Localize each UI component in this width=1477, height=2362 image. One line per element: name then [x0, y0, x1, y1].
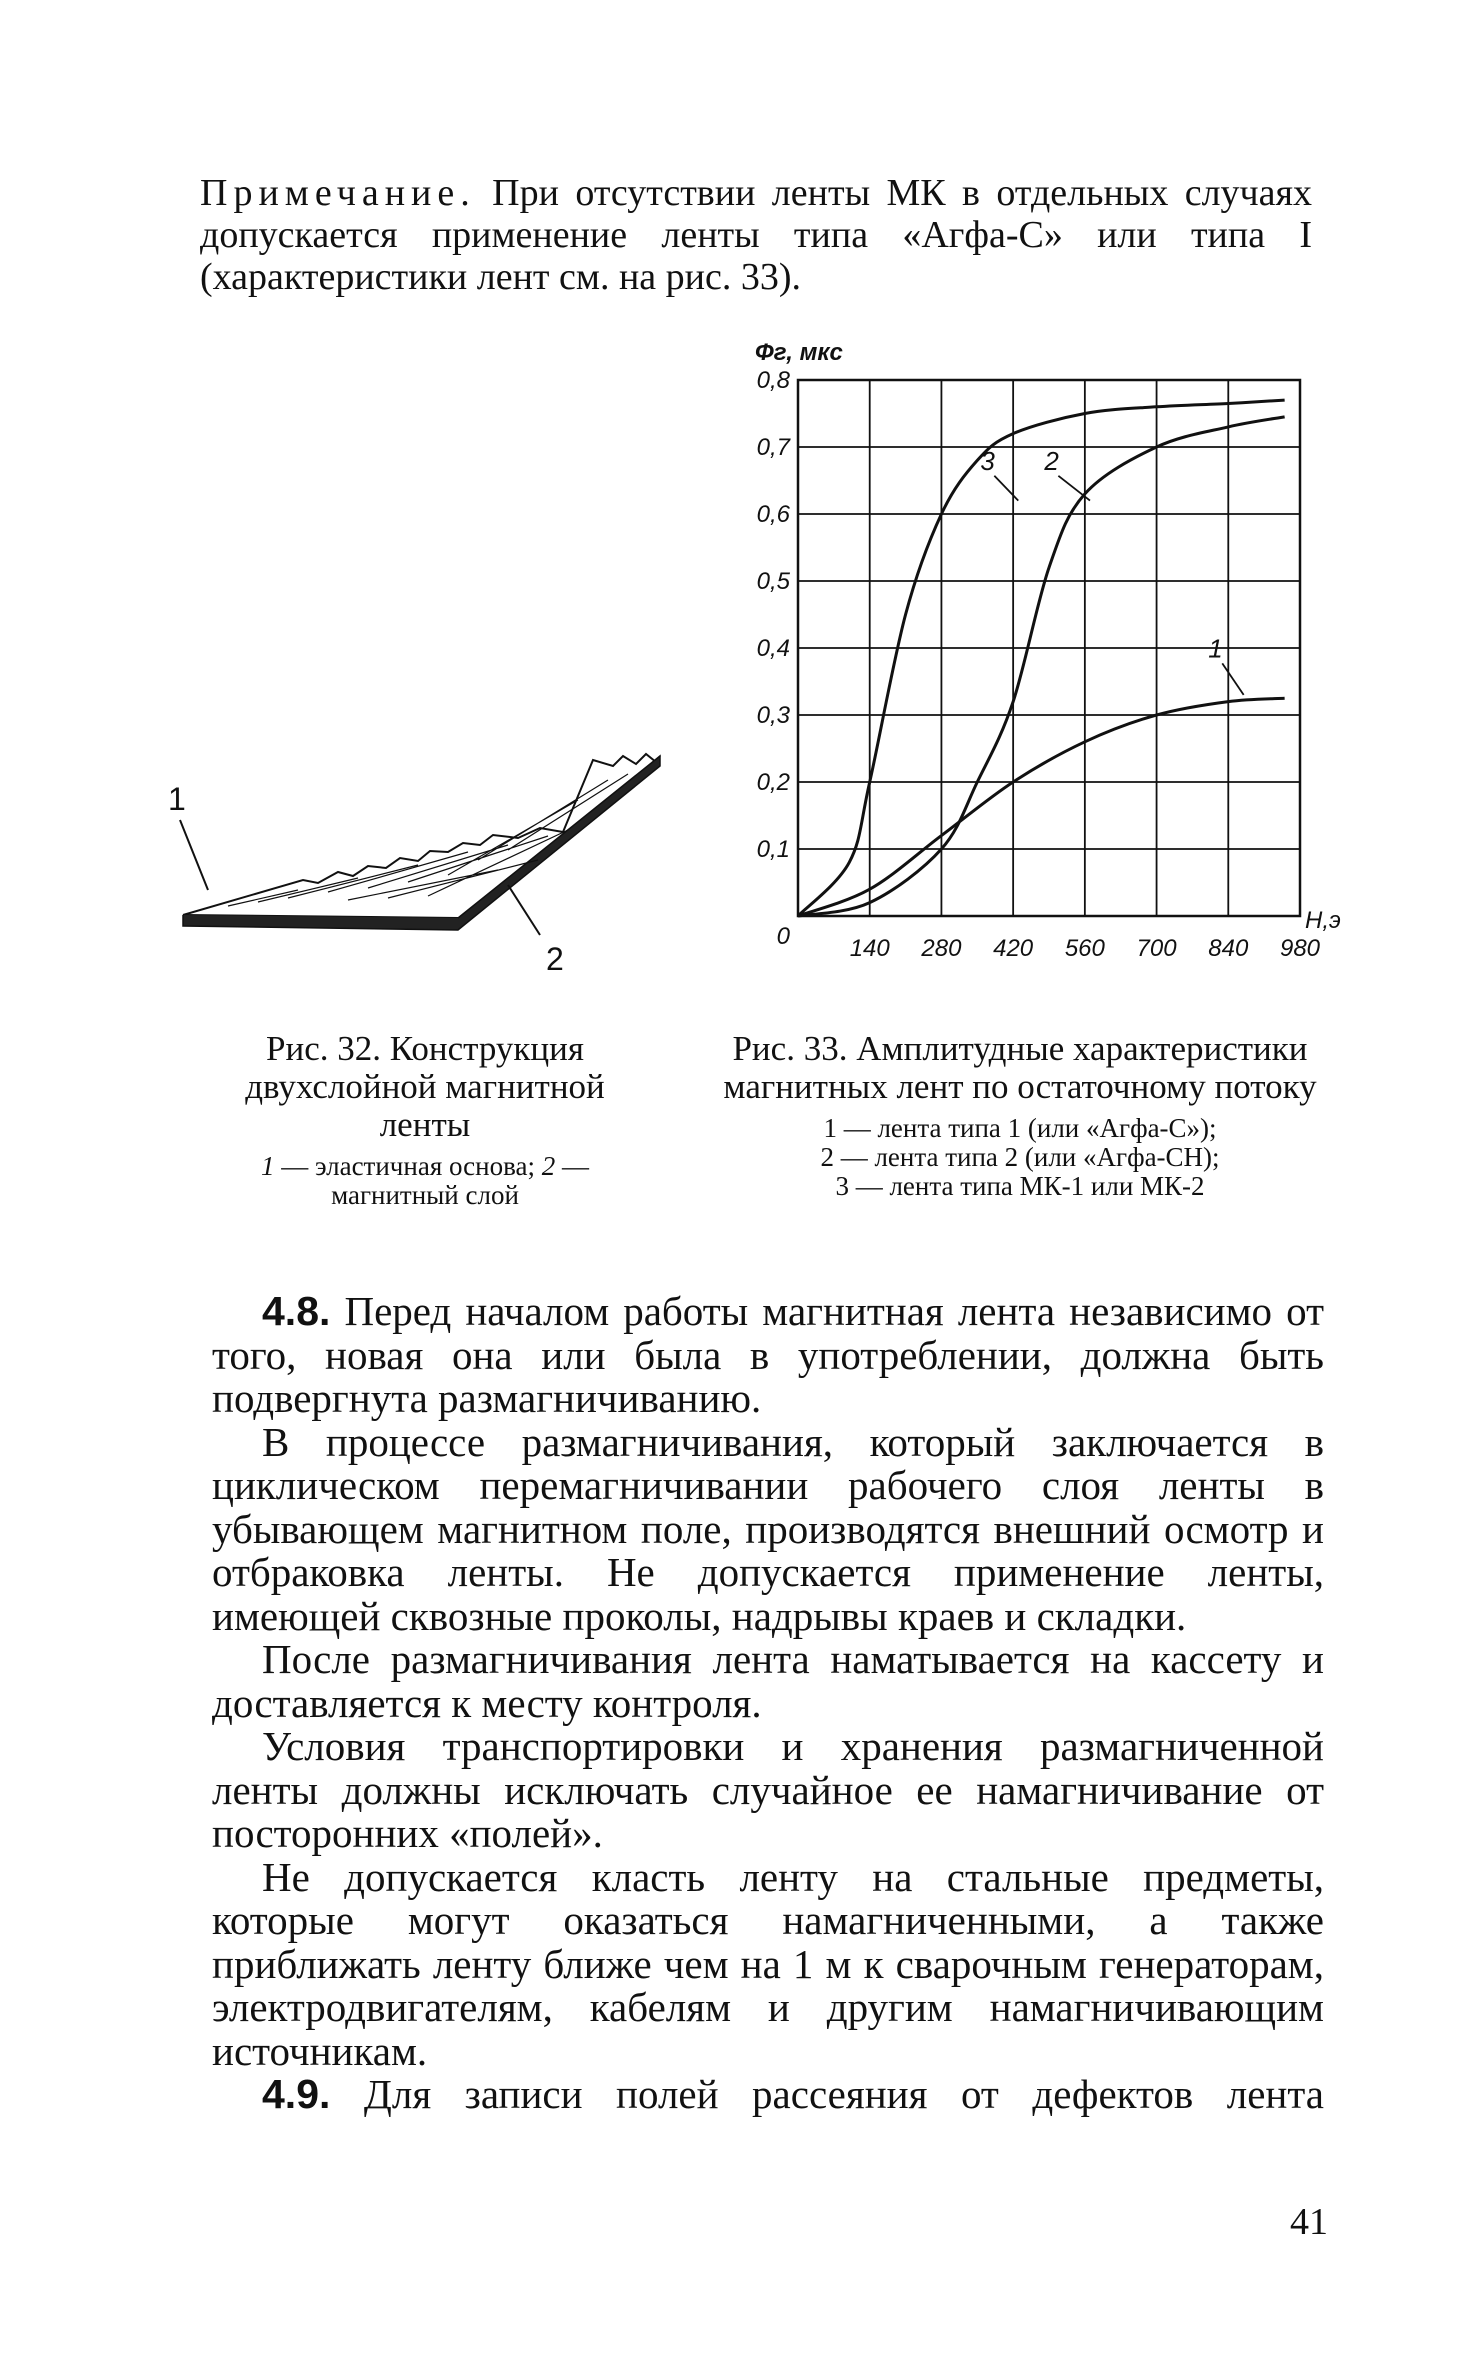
curve-1: [798, 698, 1285, 916]
y-tick-label: 0,4: [756, 635, 790, 662]
y-tick-label: 0,6: [756, 501, 790, 528]
x-tick-label: 840: [1208, 935, 1249, 962]
note-lead: Примечание.: [200, 172, 476, 214]
curve-label-3: 3: [980, 445, 995, 476]
x-tick-label: 560: [1064, 935, 1105, 962]
x-tick-label: 140: [849, 935, 890, 962]
chart-curves: [798, 400, 1285, 916]
curve-label-2: 2: [1044, 445, 1059, 476]
curve-leader-1: [1222, 663, 1243, 695]
chart-y-axis-label: Фг, мкс: [755, 339, 843, 366]
fig32-legend-1-num: 1: [261, 1151, 275, 1181]
page-number: 41: [1290, 2201, 1328, 2243]
paragraph-4-8-text: Перед началом работы магнитная лента независимо от того, новая она или была в употреблении, должна быть подвергнута размагничиванию.: [212, 1288, 1324, 1421]
y-tick-label: 0: [776, 923, 790, 950]
x-tick-label: 280: [921, 935, 962, 962]
paragraph-4: Условия транспортировки и хранения размагниченной ленты должны исключать случайное ее намагничивание от посторонних «полей».: [212, 1723, 1324, 1856]
curve-label-1: 1: [1208, 633, 1223, 664]
y-tick-label: 0,5: [756, 568, 790, 595]
fig32-legend-1: — эластичная основа;: [274, 1151, 542, 1181]
y-tick-label: 0,3: [756, 702, 790, 729]
fig33-legend-2: 2 — лента типа 2 (или «Агфа-СН);: [820, 1142, 1220, 1172]
fig32-label-1: 1: [168, 781, 186, 817]
fig33-caption-title: Рис. 33. Амплитудные характеристики магнитных лент по остаточному потоку: [723, 1029, 1317, 1106]
note-text: При отсутствии ленты МК в отдельных случаях допускается применение ленты типа «Агфа-С» или типа I (характеристики лент см. на рис. 33).: [200, 172, 1312, 298]
paragraph-2: В процессе размагничивания, который заключается в циклическом перемагничивании рабочего слоя ленты в убывающем магнитном поле, производятся внешний осмотр и отбраковка ленты. Не допускается применение ленты, имеющей сквозные проколы, надрывы краев и складки.: [212, 1418, 1324, 1639]
x-tick-label: 980: [1279, 935, 1321, 962]
figure-32-caption: [200, 1030, 650, 1210]
fig32-label-2: 2: [546, 941, 564, 977]
chart-x-axis-label: Н,э: [1305, 907, 1341, 934]
fig33-legend-1: 1 — лента типа 1 (или «Агфа-С»);: [823, 1113, 1217, 1143]
x-tick-label: 700: [1136, 935, 1177, 962]
y-tick-label: 0,2: [756, 769, 790, 796]
section-number-4-9: 4.9.: [262, 2071, 331, 2117]
figure-32-tape-drawing: [168, 740, 668, 980]
fig32-legend-2: — магнитный слой: [331, 1151, 589, 1210]
paragraph-3: После размагничивания лента наматывается на кассету и доставляется к месту контроля.: [212, 1636, 1324, 1726]
fig32-legend-2-num: 2: [541, 1151, 556, 1181]
y-tick-label: 0,8: [756, 367, 790, 394]
curve-2: [798, 417, 1285, 916]
x-tick-label: 420: [993, 935, 1034, 962]
fig32-caption-title: Рис. 32. Конструкция двухслойной магнитной ленты: [245, 1029, 605, 1144]
paragraph-4-9: [212, 2073, 1324, 2117]
figure-33-chart: [740, 330, 1360, 1020]
paragraph-4-9-text: Для записи полей рассеяния от дефектов лента: [330, 2071, 1324, 2117]
y-tick-label: 0,7: [756, 434, 790, 461]
fig33-legend-3: 3 — лента типа МК-1 или МК-2: [835, 1171, 1205, 1201]
body-text: [212, 1290, 1324, 2117]
fig33-caption-legend: [720, 1114, 1320, 1201]
note-paragraph: [200, 172, 1312, 298]
section-number-4-8: 4.8.: [262, 1288, 331, 1334]
figure-33-caption: [720, 1030, 1320, 1201]
paragraph-4-8: [212, 1290, 1324, 1421]
curve-leader-3: [994, 476, 1018, 501]
fig32-caption-legend: [200, 1152, 650, 1210]
paragraph-5: Не допускается класть ленту на стальные предметы, которые могут оказаться намагниченными, а также приближать ленту ближе чем на 1 м к сварочным генераторам, электродвигателям, кабелям и другим намагничивающим источникам.: [212, 1853, 1324, 2074]
y-tick-label: 0,1: [756, 836, 790, 863]
